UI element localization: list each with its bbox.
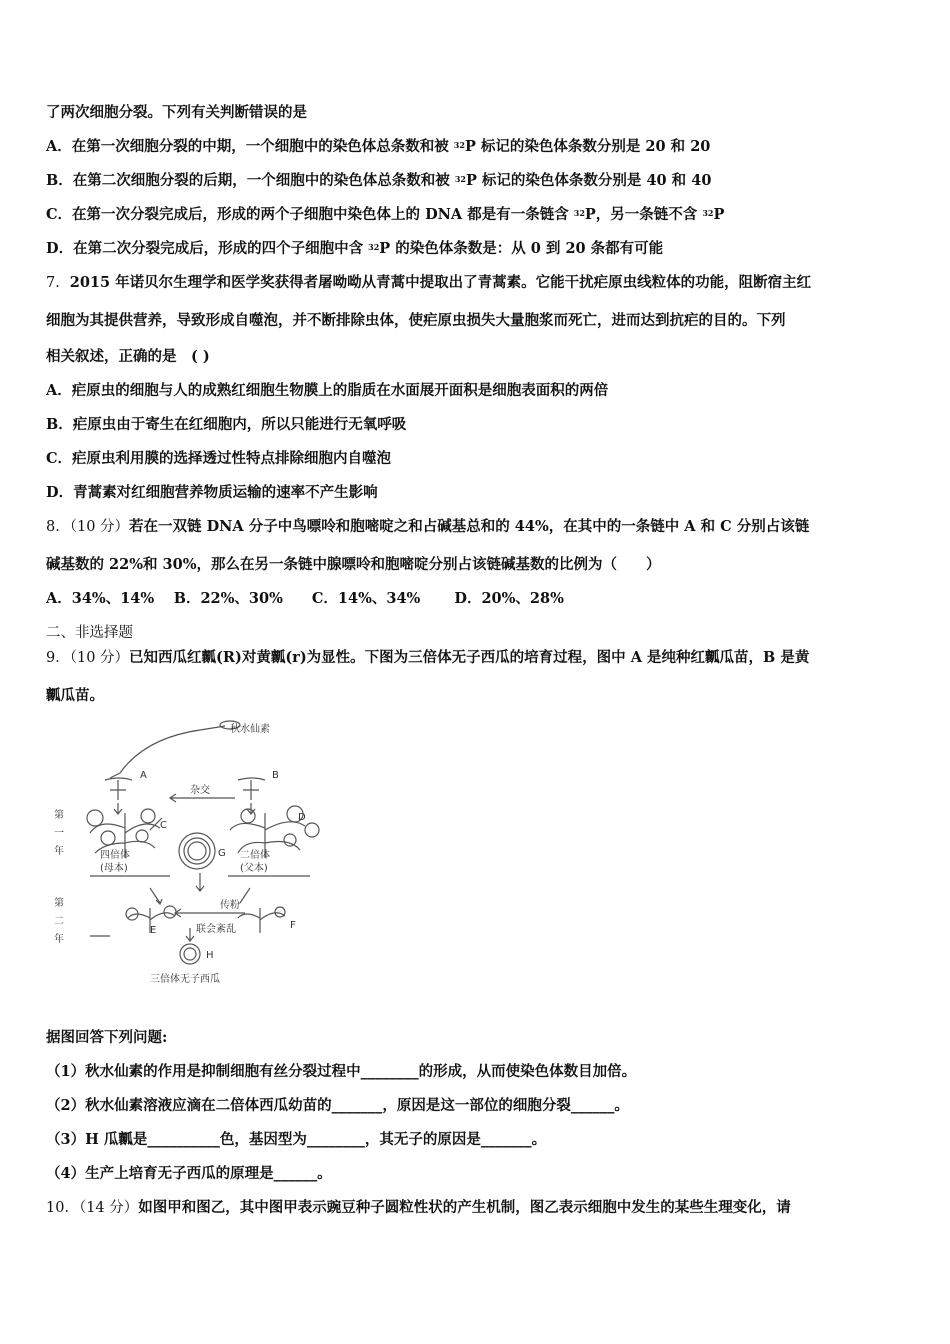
q9-subquestion-3: （3）H 瓜瓤是__________色，基因型为________，其无子的原因是_______。 xyxy=(46,1131,547,1148)
label-diploid: 二倍体 xyxy=(240,850,270,861)
q9-prompt: 据图回答下列问题: xyxy=(46,1029,168,1046)
q8-line-1: 8．（10 分）若在一双链 DNA 分子中鸟嘌呤和胞嘧啶之和占碱基总和的 44%，在其中的一条链中 A 和 C 分别占该链 xyxy=(46,518,810,535)
q8-number: 8．（10 分） xyxy=(46,519,130,535)
label-e: E xyxy=(150,925,157,936)
q7-option-c: C．疟原虫利用膜的选择透过性特点排除细胞内自噬泡 xyxy=(46,450,392,467)
q9-number: 9．（10 分） xyxy=(46,650,130,666)
label-year2-3: 年 xyxy=(54,934,64,945)
q8-options: A．34%、14% B．22%、30% C．14%、34% D．20%、28% xyxy=(46,590,564,607)
label-synapsis: 联会紊乱 xyxy=(196,924,236,935)
q7-line-1: 7．2015 年诺贝尔生理学和医学奖获得者屠呦呦从青蒿中提取出了青蒿素。它能干扰疟原虫线粒体的功能，阻断宿主红 xyxy=(46,274,812,291)
q10-line-1: 10．（14 分）如图甲和图乙，其中图甲表示豌豆种子圆粒性状的产生机制，图乙表示细胞中发生的某些生理变化，请 xyxy=(46,1199,791,1216)
label-year2-2: 二 xyxy=(54,916,64,927)
section-heading: 二、非选择题 xyxy=(46,625,133,641)
label-f: F xyxy=(290,920,296,931)
label-cross: 杂交 xyxy=(190,785,210,796)
q6-option-d: D．在第二次分裂完成后，形成的四个子细胞中含 $^{32}$P 的染色体条数是：从 0 到 20 条都有可能 xyxy=(46,240,664,257)
label-g: G xyxy=(218,848,226,859)
dropper-icon xyxy=(120,726,225,773)
label-c: C xyxy=(160,820,167,831)
q7-option-d: D．青蒿素对红细胞营养物质运输的速率不产生影响 xyxy=(46,484,378,501)
q6-option-a: A．在第一次细胞分裂的中期，一个细胞中的染色体总条数和被 $^{32}$P 标记的染色体条数分别是 20 和 20 xyxy=(46,138,711,155)
label-year1-1: 第 xyxy=(54,810,64,821)
q8-line-2: 碱基数的 22%和 30%，那么在另一条链中腺嘌呤和胞嘧啶分别占该链碱基数的比例为（ ） xyxy=(46,556,661,573)
watermelon-h-icon xyxy=(180,944,200,964)
label-year1-3: 年 xyxy=(54,846,64,857)
label-b: B xyxy=(272,770,279,781)
q9-subquestion-1: （1）秋水仙素的作用是抑制细胞有丝分裂过程中________的形成，从而使染色体数目加倍。 xyxy=(46,1063,637,1080)
label-year1-2: 一 xyxy=(54,828,64,839)
seedling-a-icon xyxy=(105,778,132,800)
q7-line-3: 相关叙述，正确的是 ( ) xyxy=(46,348,210,365)
label-pollination: 传粉 xyxy=(220,900,240,911)
label-father: (父本) xyxy=(240,863,268,874)
q10-number: 10．（14 分） xyxy=(46,1200,139,1216)
q9-subquestion-2: （2）秋水仙素溶液应滴在二倍体西瓜幼苗的_______，原因是这一部位的细胞分裂______。 xyxy=(46,1097,629,1114)
label-d: D xyxy=(298,812,306,823)
q9-subquestion-4: （4）生产上培育无子西瓜的原理是______。 xyxy=(46,1165,332,1182)
seedling-b-icon xyxy=(238,778,265,800)
q7-option-b: B．疟原虫由于寄生在红细胞内，所以只能进行无氧呼吸 xyxy=(46,416,407,433)
q7-line-2: 细胞为其提供营养，导致形成自噬泡，并不断排除虫体，使疟原虫损失大量胞浆而死亡，进而达到抗疟的目的。下列 xyxy=(46,312,786,329)
label-colchicine: 秋水仙素 xyxy=(230,724,270,735)
label-triploid: 三倍体无子西瓜 xyxy=(150,974,220,985)
q6-stem-tail: 了两次细胞分裂。下列有关判断错误的是 xyxy=(46,104,307,121)
label-tetraploid: 四倍体 xyxy=(100,850,130,861)
q7-number: 7． xyxy=(46,275,70,291)
plant-f-icon xyxy=(238,907,285,933)
q7-option-a: A．疟原虫的细胞与人的成熟红细胞生物膜上的脂质在水面展开面积是细胞表面积的两倍 xyxy=(46,382,609,399)
watermelon-breeding-figure xyxy=(50,718,340,993)
q9-line-2: 瓤瓜苗。 xyxy=(46,687,104,704)
q6-option-c: C．在第一次分裂完成后，形成的两个子细胞中染色体上的 DNA 都是有一条链含 $^{32}$P，另一条链不含 $^{32}$P xyxy=(46,206,725,223)
label-year2-1: 第 xyxy=(54,898,64,909)
label-a: A xyxy=(140,770,147,781)
q9-line-1: 9．（10 分）已知西瓜红瓤(R)对黄瓤(r)为显性。下图为三倍体无子西瓜的培育过程，图中 A 是纯种红瓤瓜苗，B 是黄 xyxy=(46,649,810,666)
label-h: H xyxy=(206,950,214,961)
q6-option-b: B．在第二次细胞分裂的后期，一个细胞中的染色体总条数和被 $^{32}$P 标记的染色体条数分别是 40 和 40 xyxy=(46,172,712,189)
label-mother: (母本) xyxy=(100,863,128,874)
